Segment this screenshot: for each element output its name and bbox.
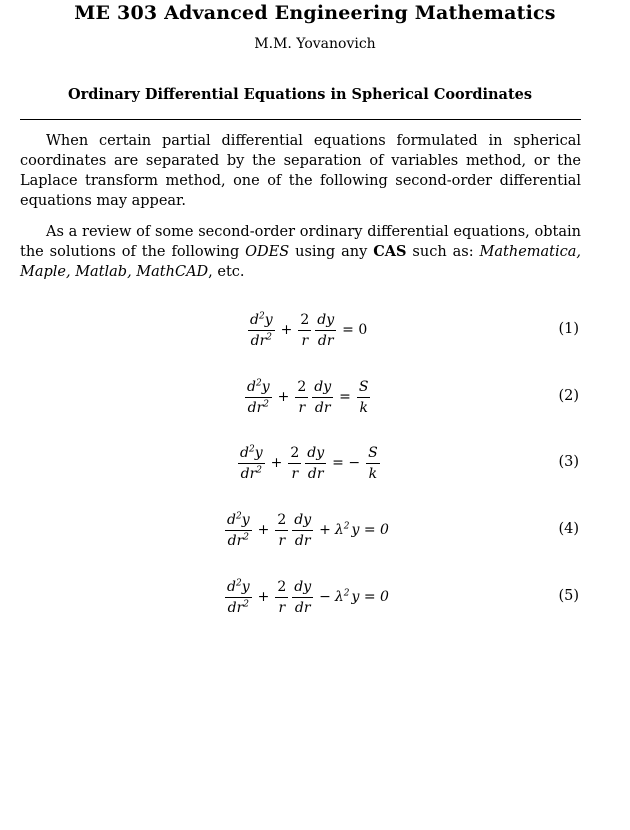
- document-title: ME 303 Advanced Engineering Mathematics: [74, 2, 556, 24]
- minus-sign: −: [319, 589, 331, 605]
- equation-number-2: (2): [558, 388, 579, 404]
- second-derivative: $\frac{d^2y}{dr^2}$: [250, 310, 273, 349]
- two-over-r: $\frac{2}{r}$: [277, 578, 287, 616]
- equation-number-4: (4): [558, 521, 579, 537]
- plus-sign: +: [277, 389, 290, 405]
- first-derivative: $\frac{dy}{dr}$: [294, 511, 312, 549]
- text: such as:: [406, 244, 480, 260]
- two-over-r: $\frac{2}{r}$: [277, 511, 287, 549]
- equation-tail: y = 0: [351, 589, 389, 605]
- s-over-k: $\frac{S}{k}$: [368, 444, 378, 482]
- cas-term: CAS: [373, 243, 407, 260]
- paragraph-review: [20, 222, 581, 282]
- text: As a review of some second-order ordinary differential equations, obtain the solutions of the following: [20, 224, 581, 260]
- plus-sign: +: [257, 589, 270, 605]
- equation-5: [223, 572, 389, 622]
- paragraph-intro: When certain partial differential equations formulated in spherical coordinates are separated by the separation of variables method, or the Laplace transform method, one of the following second-order differential equations may appear.: [20, 133, 581, 209]
- plus-sign: +: [280, 322, 293, 338]
- plus-sign: +: [257, 522, 270, 538]
- first-derivative: $\frac{dy}{dr}$: [307, 444, 325, 482]
- equation-number-3: (3): [558, 454, 579, 470]
- equation-3: [236, 438, 382, 488]
- odes-term: ODES: [245, 244, 290, 260]
- equation-2: [243, 372, 372, 422]
- lambda-symbol: $\lambda^2$: [334, 521, 350, 538]
- equation-number-5: (5): [558, 588, 579, 604]
- author: M.M. Yovanovich: [254, 36, 376, 52]
- plus-sign: +: [319, 522, 331, 538]
- lambda-symbol: $\lambda^2$: [334, 588, 350, 605]
- equation-4: [223, 505, 389, 555]
- two-over-r: $\frac{2}{r}$: [297, 378, 307, 416]
- first-derivative: $\frac{dy}{dr}$: [314, 378, 332, 416]
- text: , etc.: [208, 264, 245, 280]
- first-derivative: $\frac{dy}{dr}$: [317, 311, 335, 349]
- text: using any: [289, 244, 374, 260]
- equals-sign: =: [339, 389, 351, 405]
- equation-tail: y = 0: [351, 522, 389, 538]
- plus-sign: +: [270, 455, 283, 471]
- second-derivative: $\frac{d^2y}{dr^2}$: [227, 577, 250, 616]
- two-over-r: $\frac{2}{r}$: [300, 311, 310, 349]
- equation-number-1: (1): [558, 321, 579, 337]
- cas-tools: Mathematica, Maple, Matlab, MathCAD: [20, 244, 582, 280]
- rhs: = 0: [342, 322, 368, 338]
- section-title: Ordinary Differential Equations in Spherical Coordinates: [67, 86, 533, 103]
- horizontal-rule: [20, 119, 581, 120]
- second-derivative: $\frac{d^2y}{dr^2}$: [240, 443, 263, 482]
- first-derivative: $\frac{dy}{dr}$: [294, 578, 312, 616]
- two-over-r: $\frac{2}{r}$: [290, 444, 300, 482]
- s-over-k: $\frac{S}{k}$: [358, 378, 369, 416]
- second-derivative: $\frac{d^2y}{dr^2}$: [247, 377, 270, 416]
- equation-1: [246, 305, 371, 355]
- equals-minus-sign: = −: [332, 455, 361, 471]
- second-derivative: $\frac{d^2y}{dr^2}$: [227, 510, 250, 549]
